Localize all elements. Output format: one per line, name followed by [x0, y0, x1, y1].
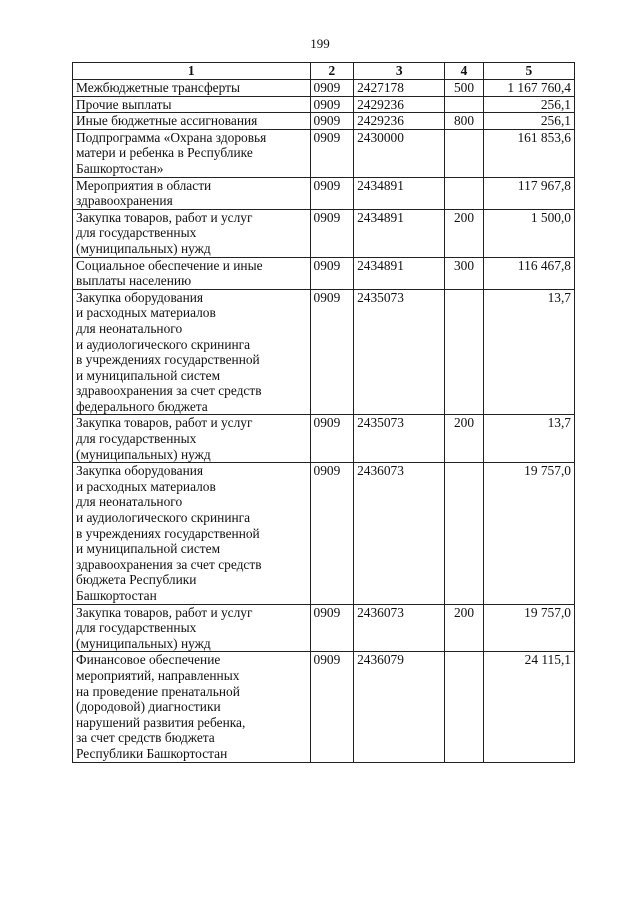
- table-row: [73, 80, 575, 97]
- row-type-cell: [445, 463, 483, 604]
- row-type-cell: [445, 96, 483, 113]
- header-row: [73, 63, 575, 80]
- row-name-cell: Межбюджетные трансферты: [73, 80, 311, 97]
- row-name-cell: Закупка оборудования и расходных материалов для неонатального и аудиологического скрининга в учреждениях государственной и муниципальной систем здравоохранения за счет средств бюджета Республики Башкортостан: [73, 463, 311, 604]
- row-type-cell: 200: [445, 415, 483, 463]
- row-code-cell: 2434891: [354, 209, 445, 257]
- row-amount-cell: 117 967,8: [483, 177, 574, 209]
- row-section-cell: 0909: [310, 80, 354, 97]
- row-name-cell: Иные бюджетные ассигнования: [73, 113, 311, 130]
- row-section-cell: 0909: [310, 415, 354, 463]
- row-name-cell: Закупка товаров, работ и услуг для государственных (муниципальных) нужд: [73, 209, 311, 257]
- row-section-cell: 0909: [310, 257, 354, 289]
- row-amount-cell: 1 167 760,4: [483, 80, 574, 97]
- table-row: [73, 257, 575, 289]
- row-section-cell: 0909: [310, 289, 354, 415]
- table-row: [73, 652, 575, 762]
- row-amount-cell: 13,7: [483, 289, 574, 415]
- row-section-cell: 0909: [310, 129, 354, 177]
- row-amount-cell: 256,1: [483, 96, 574, 113]
- row-amount-cell: 19 757,0: [483, 604, 574, 652]
- row-code-cell: 2435073: [354, 415, 445, 463]
- row-name-cell: Прочие выплаты: [73, 96, 311, 113]
- row-amount-cell: 1 500,0: [483, 209, 574, 257]
- header-cell-name: 1: [73, 63, 311, 80]
- row-amount-cell: 256,1: [483, 113, 574, 130]
- row-name-cell: Социальное обеспечение и иные выплаты населению: [73, 257, 311, 289]
- row-type-cell: 800: [445, 113, 483, 130]
- page-number: 199: [310, 36, 330, 51]
- row-amount-cell: 161 853,6: [483, 129, 574, 177]
- row-code-cell: 2429236: [354, 113, 445, 130]
- row-code-cell: 2436073: [354, 463, 445, 604]
- row-type-cell: 200: [445, 604, 483, 652]
- header-cell-code: 3: [354, 63, 445, 80]
- row-amount-cell: 24 115,1: [483, 652, 574, 762]
- table-row: [73, 289, 575, 415]
- row-code-cell: 2434891: [354, 177, 445, 209]
- row-section-cell: 0909: [310, 209, 354, 257]
- row-section-cell: 0909: [310, 463, 354, 604]
- table-row: [73, 177, 575, 209]
- table-row: [73, 96, 575, 113]
- row-section-cell: 0909: [310, 604, 354, 652]
- row-code-cell: 2436079: [354, 652, 445, 762]
- budget-table: [72, 62, 575, 763]
- row-type-cell: [445, 289, 483, 415]
- header-cell-amount: 5: [483, 63, 574, 80]
- row-section-cell: 0909: [310, 652, 354, 762]
- row-name-cell: Подпрограмма «Охрана здоровья матери и ребенка в Республике Башкортостан»: [73, 129, 311, 177]
- table-row: [73, 129, 575, 177]
- row-code-cell: 2436073: [354, 604, 445, 652]
- table-row: [73, 209, 575, 257]
- row-section-cell: 0909: [310, 96, 354, 113]
- header-cell-type: 4: [445, 63, 483, 80]
- table-row: [73, 604, 575, 652]
- row-section-cell: 0909: [310, 113, 354, 130]
- row-code-cell: 2427178: [354, 80, 445, 97]
- header-cell-section: 2: [310, 63, 354, 80]
- row-name-cell: Мероприятия в области здравоохранения: [73, 177, 311, 209]
- row-amount-cell: 19 757,0: [483, 463, 574, 604]
- row-amount-cell: 13,7: [483, 415, 574, 463]
- row-name-cell: Финансовое обеспечение мероприятий, направленных на проведение пренатальной (дородовой) диагностики нарушений развития ребенка, за счет средств бюджета Республики Башкортостан: [73, 652, 311, 762]
- row-name-cell: Закупка товаров, работ и услуг для государственных (муниципальных) нужд: [73, 604, 311, 652]
- row-type-cell: 200: [445, 209, 483, 257]
- row-type-cell: 500: [445, 80, 483, 97]
- row-code-cell: 2434891: [354, 257, 445, 289]
- table-row: [73, 113, 575, 130]
- row-code-cell: 2429236: [354, 96, 445, 113]
- table-row: [73, 415, 575, 463]
- row-section-cell: 0909: [310, 177, 354, 209]
- row-type-cell: [445, 652, 483, 762]
- row-type-cell: 300: [445, 257, 483, 289]
- row-code-cell: 2430000: [354, 129, 445, 177]
- table-row: [73, 463, 575, 604]
- row-name-cell: Закупка оборудования и расходных материалов для неонатального и аудиологического скрининга в учреждениях государственной и муниципальной систем здравоохранения за счет средств федерального бюджета: [73, 289, 311, 415]
- row-code-cell: 2435073: [354, 289, 445, 415]
- row-name-cell: Закупка товаров, работ и услуг для государственных (муниципальных) нужд: [73, 415, 311, 463]
- row-amount-cell: 116 467,8: [483, 257, 574, 289]
- row-type-cell: [445, 177, 483, 209]
- row-type-cell: [445, 129, 483, 177]
